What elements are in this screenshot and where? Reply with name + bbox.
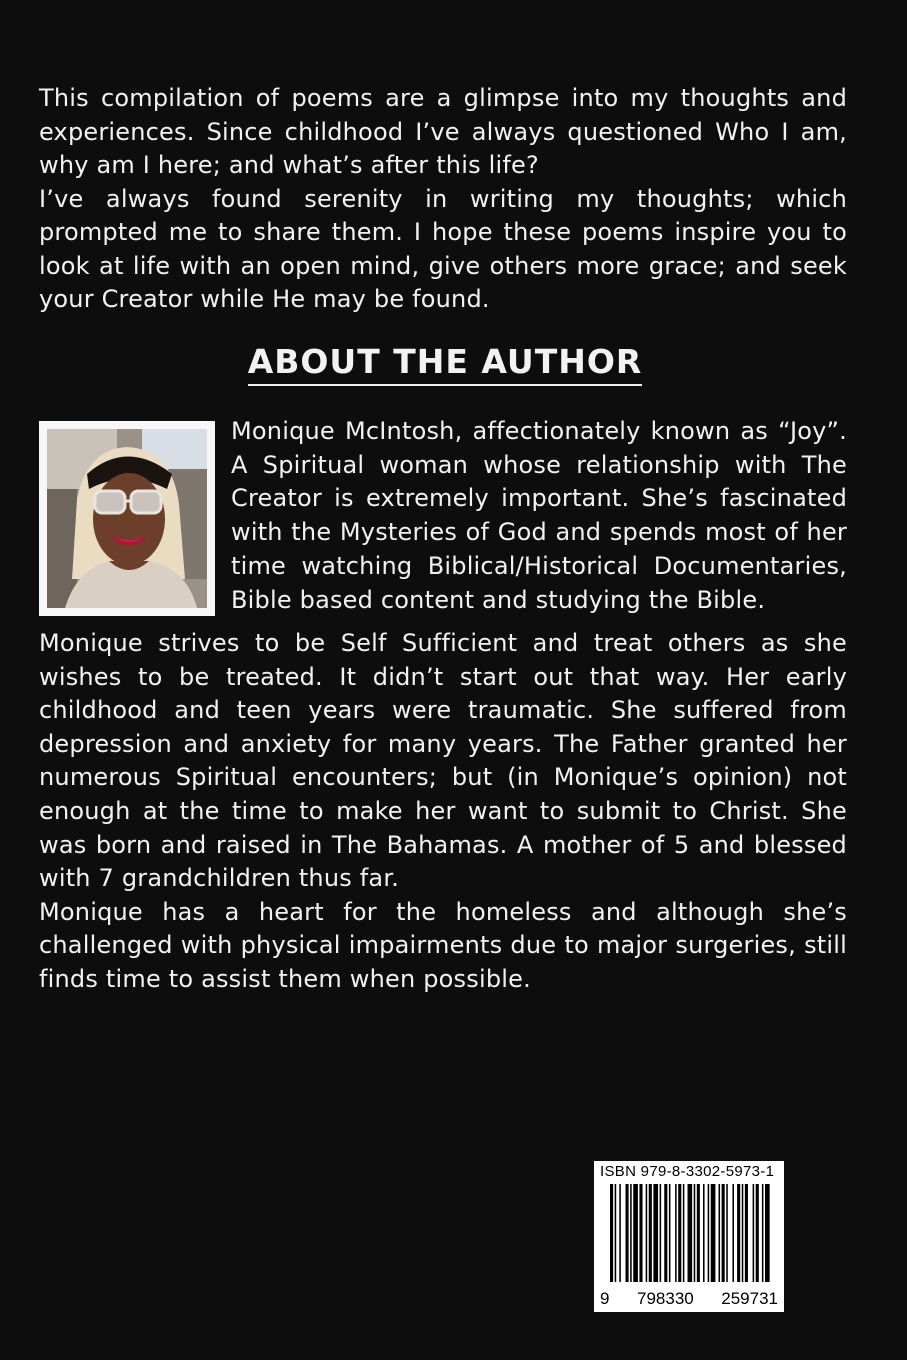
- author-bio-intro: Monique McIntosh, affectionately known as “Joy”. A Spiritual woman whose relationship with The Creator is extremely important. She’s fascinated with the Mysteries of God and spends most of her time watching Biblical/Historical Documentaries, Bible based content and studying the Bible.: [231, 417, 847, 614]
- bio-paragraph-2: Monique has a heart for the homeless and although she’s challenged with physical impairments due to major surgeries, still finds time to assist them when possible.: [39, 897, 847, 993]
- barcode-digits: [600, 1289, 778, 1309]
- barcode-group-2: 259731: [721, 1289, 778, 1308]
- intro-paragraph-2: I’ve always found serenity in writing my thoughts; which prompted me to share them. I hope these poems inspire you to look at life with an open mind, give others more grace; and seek your Creator while He may be found.: [39, 184, 847, 313]
- barcode-lead-digit: 9: [600, 1289, 610, 1308]
- intro-paragraph-1: This compilation of poems are a glimpse into my thoughts and experiences. Since childhood I’ve always questioned Who I am, why am I here; and what’s after this life?: [39, 84, 847, 179]
- author-photo-frame: [39, 421, 215, 616]
- isbn-barcode: [594, 1161, 784, 1312]
- barcode-bars: [600, 1184, 778, 1290]
- about-heading-block: [0, 342, 890, 386]
- bio-paragraph-1: Monique strives to be Self Sufficient and treat others as she wishes to be treated. It didn’t start out that way. Her early childhood and teen years were traumatic. She suffered from depression and anxiety for many years. The Father granted her numerous Spiritual encounters; but (in Monique’s opinion) not enough at the time to make her want to submit to Christ. She was born and raised in The Bahamas. A mother of 5 and blessed with 7 grandchildren thus far.: [39, 629, 847, 893]
- author-photo: [47, 429, 207, 608]
- about-heading: ABOUT THE AUTHOR: [248, 342, 643, 386]
- author-bio: [39, 627, 847, 997]
- isbn-label: ISBN 979-8-3302-5973-1: [600, 1163, 775, 1180]
- barcode-group-1: 798330: [637, 1289, 694, 1308]
- intro-text: [39, 82, 847, 317]
